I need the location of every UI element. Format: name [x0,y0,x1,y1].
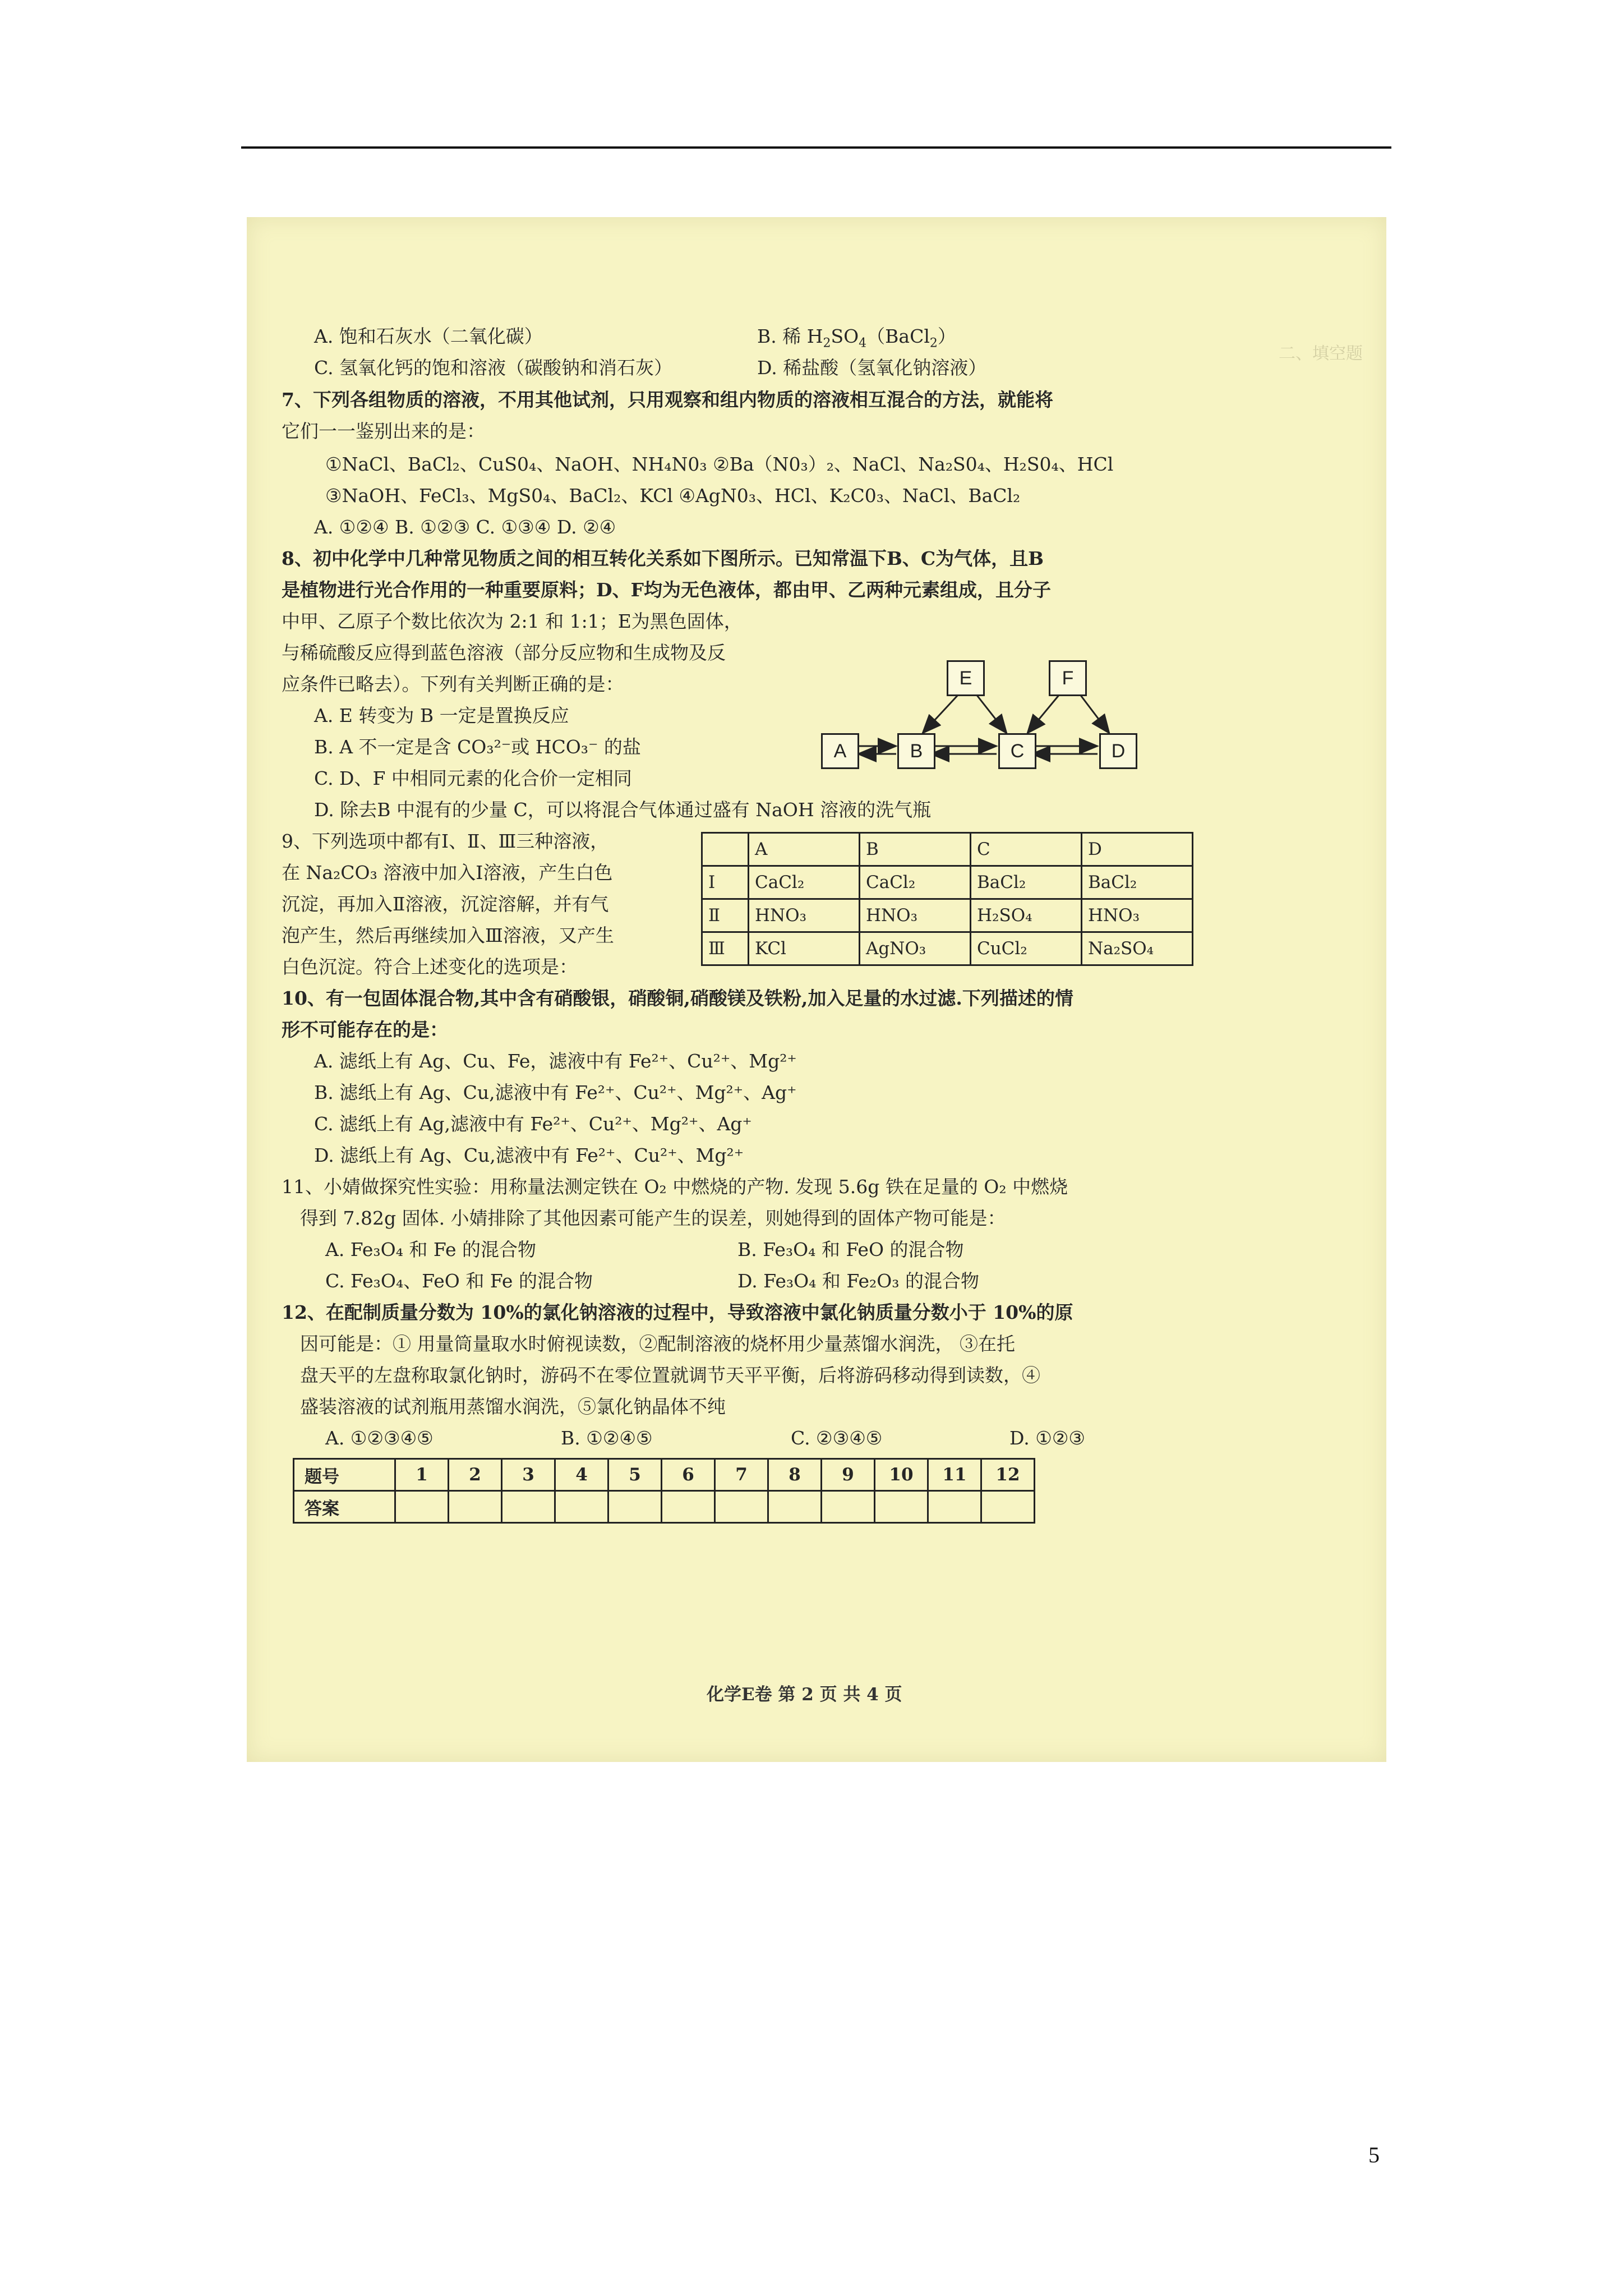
q10-option-b: B. 滤纸上有 Ag、Cu,滤液中有 Fe²⁺、Cu²⁺、Mg²⁺、Ag⁺ [314,1082,797,1103]
q7-stem-line2: 它们一一鉴别出来的是： [282,420,485,442]
q7-group-line2: ③NaOH、FeCl₃、MgS0₄、BaCl₂、KCl ④AgN0₃、HCl、K₂C0₃、NaCl、BaCl₂ [325,485,1021,507]
diagram-node-d: D [1099,733,1137,769]
diagram-node-c: C [998,733,1036,769]
answer-cell [502,1491,555,1523]
q7-options: A. ①②④ B. ①②③ C. ①③④ D. ②④ [314,516,616,538]
question-number-cell: 3 [502,1459,555,1491]
answer-row-label: 答案 [294,1491,395,1523]
table-cell: HNO₃ [860,899,971,932]
scanned-exam-page [247,217,1386,1762]
table-cell: A [749,833,860,866]
table-cell: Na₂SO₄ [1082,932,1193,965]
answer-number-row [294,1459,1035,1491]
q8-option-b: B. A 不一定是含 CO₃²⁻或 HCO₃⁻ 的盐 [314,736,641,758]
question-number-cell: 2 [449,1459,502,1491]
question-number-cell: 7 [715,1459,768,1491]
q11-stem-line2: 得到 7.82g 固体. 小婧排除了其他因素可能产生的误差，则她得到的固体产物可能是： [300,1207,1006,1229]
table-cell: KCl [749,932,860,965]
q8-stem-line2: 是植物进行光合作用的一种重要原料；D、F均为无色液体，都由甲、乙两种元素组成，且分子 [282,579,1052,601]
q10-option-d: D. 滤纸上有 Ag、Cu,滤液中有 Fe²⁺、Cu²⁺、Mg²⁺ [314,1144,744,1166]
table-cell [702,833,749,866]
table-cell: CaCl₂ [860,866,971,899]
table-cell: HNO₃ [1082,899,1193,932]
q10-stem-line1: 10、有一包固体混合物,其中含有硝酸银，硝酸铜,硝酸镁及铁粉,加入足量的水过滤.下列描述的情 [282,987,1073,1009]
bleed-through-text: 二、填空题 [1279,344,1363,364]
table-header-row [702,833,1193,866]
table-cell: HNO₃ [749,899,860,932]
q8-transformation-diagram [819,649,1200,784]
question-number-cell: 6 [662,1459,715,1491]
question-number-cell: 8 [768,1459,822,1491]
q11-option-d: D. Fe₃O₄ 和 Fe₂O₃ 的混合物 [737,1270,979,1292]
question-number-cell: 10 [875,1459,928,1491]
q8-stem-line3: 中甲、乙原子个数比依次为 2:1 和 1:1；E为黑色固体， [282,610,743,632]
table-cell: CaCl₂ [749,866,860,899]
q12-option-d: D. ①②③ [1009,1427,1086,1449]
table-cell: B [860,833,971,866]
q9-options-table [701,832,1193,966]
table-cell: H₂SO₄ [971,899,1082,932]
answer-cell [928,1491,981,1523]
answer-cell [449,1491,502,1523]
answer-cell [555,1491,608,1523]
table-cell: Ⅲ [702,932,749,965]
answer-cell [768,1491,822,1523]
q10-option-a: A. 滤纸上有 Ag、Cu、Fe，滤液中有 Fe²⁺、Cu²⁺、Mg²⁺ [314,1050,797,1072]
q6-option-a: A. 饱和石灰水（二氧化碳） [314,325,543,347]
exam-page-footer: 化学E卷 第 2 页 共 4 页 [707,1685,902,1705]
q9-stem-line3: 沉淀，再加入Ⅱ溶液，沉淀溶解，并有气 [282,893,609,915]
q6-option-b: B. 稀 $H_2SO_4(BaCl_2)$ [757,325,956,351]
top-rule [241,146,1391,149]
answer-header-label: 题号 [294,1459,395,1491]
table-row [702,866,1193,899]
q10-option-c: C. 滤纸上有 Ag,滤液中有 Fe²⁺、Cu²⁺、Mg²⁺、Ag⁺ [314,1113,752,1135]
diagram-node-f: F [1049,660,1087,696]
table-row [702,899,1193,932]
q9-stem-line5: 白色沉淀。符合上述变化的选项是： [282,956,578,978]
answer-cell [875,1491,928,1523]
q11-stem-line1: 11、小婧做探究性实验：用称量法测定铁在 O₂ 中燃烧的产物. 发现 5.6g 铁在足量的 O₂ 中燃烧 [282,1176,1068,1198]
q8-option-c: C. D、F 中相同元素的化合价一定相同 [314,767,632,789]
question-number-cell: 4 [555,1459,608,1491]
answer-fill-row [294,1491,1035,1523]
q6-option-d: D. 稀盐酸（氢氧化钠溶液） [757,357,987,379]
q7-stem-line1: 7、下列各组物质的溶液，不用其他试剂，只用观察和组内物质的溶液相互混合的方法，就能将 [282,389,1053,411]
q11-option-b: B. Fe₃O₄ 和 FeO 的混合物 [737,1239,964,1260]
question-number-cell: 9 [822,1459,875,1491]
q11-option-c: C. Fe₃O₄、FeO 和 Fe 的混合物 [325,1270,593,1292]
table-cell: BaCl₂ [1082,866,1193,899]
table-cell: CuCl₂ [971,932,1082,965]
q12-option-c: C. ②③④⑤ [791,1427,883,1449]
question-number-cell: 12 [981,1459,1035,1491]
q8-stem-line5: 应条件已略去）。下列有关判断正确的是： [282,673,624,695]
q6-option-c: C. 氢氧化钙的饱和溶液（碳酸钠和消石灰） [314,357,673,379]
table-cell: D [1082,833,1193,866]
q10-stem-line2: 形不可能存在的是： [282,1019,448,1041]
q12-stem-line3: 盘天平的左盘称取氯化钠时，游码不在零位置就调节天平平衡，后将游码移动得到读数，④ [300,1364,1040,1386]
q12-stem-line2: 因可能是：① 用量筒量取水时俯视读数，②配制溶液的烧杯用少量蒸馏水润洗， ③在托 [300,1333,1015,1355]
question-number-cell: 5 [608,1459,662,1491]
table-cell: BaCl₂ [971,866,1082,899]
table-cell: AgNO₃ [860,932,971,965]
table-row [702,932,1193,965]
q7-group-line1: ①NaCl、BaCl₂、CuS0₄、NaOH、NH₄N0₃ ②Ba（N0₃）₂、NaCl、Na₂S0₄、H₂S0₄、HCl [325,453,1114,475]
diagram-node-a: A [821,733,859,769]
page-number: 5 [1368,2142,1380,2168]
answer-cell [981,1491,1035,1523]
table-cell: C [971,833,1082,866]
q12-stem-line1: 12、在配制质量分数为 10%的氯化钠溶液的过程中，导致溶液中氯化钠质量分数小于 10%的原 [282,1301,1073,1323]
q9-stem-line2: 在 Na₂CO₃ 溶液中加入Ⅰ溶液，产生白色 [282,862,613,884]
answer-cell [715,1491,768,1523]
q9-stem-line1: 9、下列选项中都有Ⅰ、Ⅱ、Ⅲ三种溶液， [282,830,609,852]
q12-option-b: B. ①②④⑤ [561,1427,653,1449]
answer-cell [608,1491,662,1523]
q9-stem-line4: 泡产生，然后再继续加入Ⅲ溶液，又产生 [282,924,614,946]
q11-option-a: A. Fe₃O₄ 和 Fe 的混合物 [325,1239,537,1260]
table-cell: Ⅱ [702,899,749,932]
answer-cell [822,1491,875,1523]
q8-stem-line4: 与稀硫酸反应得到蓝色溶液（部分反应物和生成物及反 [282,642,726,664]
answer-table [293,1458,1035,1524]
q12-stem-line4: 盛装溶液的试剂瓶用蒸馏水润洗，⑤氯化钠晶体不纯 [300,1396,726,1418]
q8-option-d: D. 除去B 中混有的少量 C，可以将混合气体通过盛有 NaOH 溶液的洗气瓶 [314,799,932,821]
answer-cell [662,1491,715,1523]
table-cell: Ⅰ [702,866,749,899]
q8-option-a: A. E 转变为 B 一定是置换反应 [314,705,569,726]
answer-cell [395,1491,449,1523]
q8-stem-line1: 8、初中化学中几种常见物质之间的相互转化关系如下图所示。已知常温下B、C为气体，且B [282,547,1044,569]
diagram-node-b: B [897,733,935,769]
question-number-cell: 11 [928,1459,981,1491]
q12-option-a: A. ①②③④⑤ [325,1427,434,1449]
question-number-cell: 1 [395,1459,449,1491]
diagram-node-e: E [947,660,985,696]
